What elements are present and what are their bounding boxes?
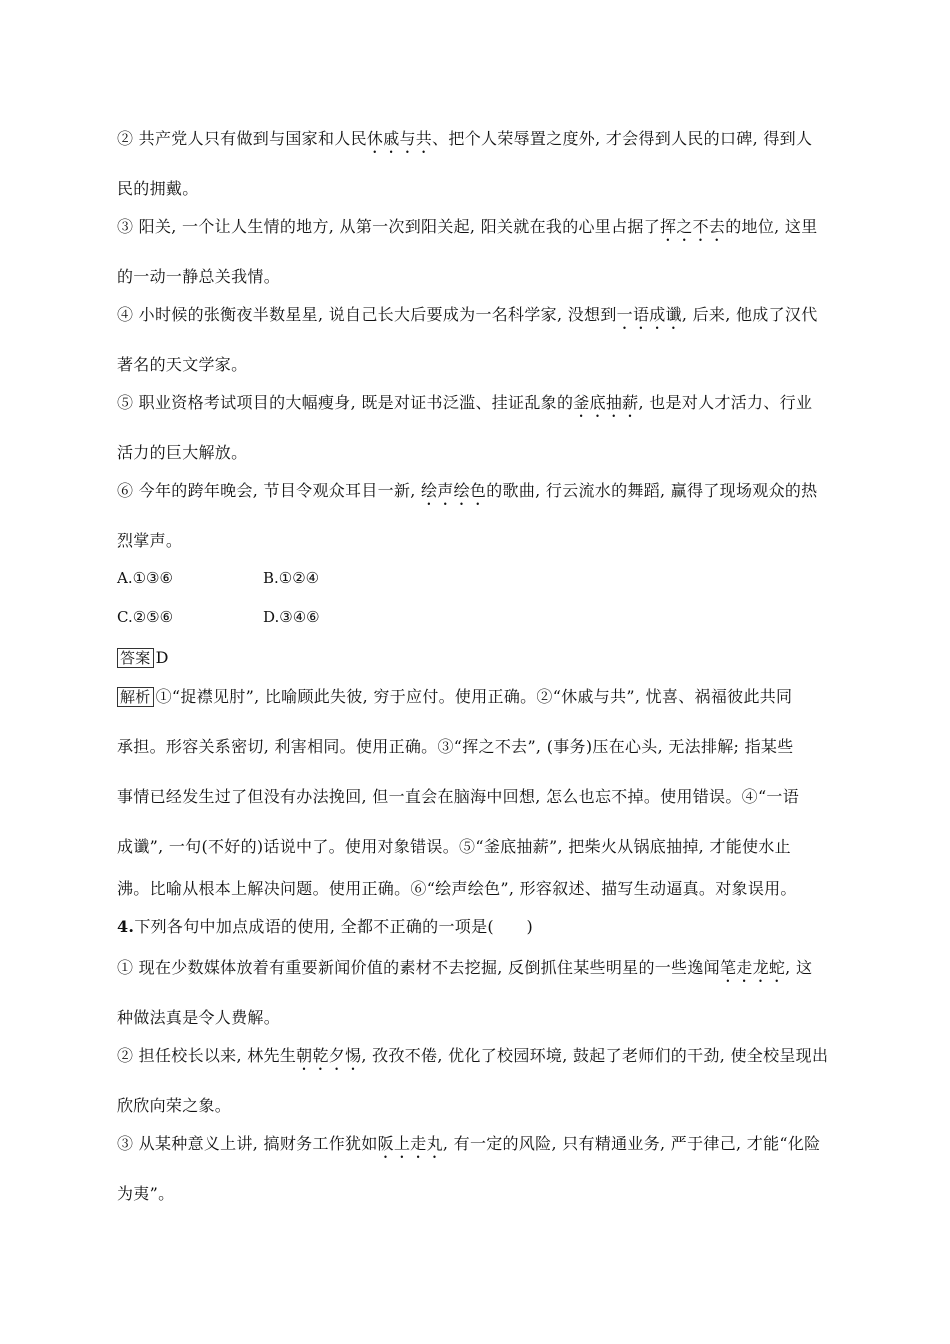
emphasized-idiom: 釜底抽薪 [573, 393, 639, 412]
q3-item-2-line-2 [117, 178, 199, 200]
text: 、把个人荣辱置之度外, 才会得到人民的口碑, 得到人 [432, 129, 813, 148]
emphasized-idiom: 休戚与共 [366, 129, 433, 148]
analysis-line-2: 承担。形容关系密切, 利害相同。使用正确。③“挥之不去”, (事务)压在心头, 无法排解; 指某些 [117, 737, 794, 756]
text: , 也是对人才活力、行业 [638, 393, 813, 412]
emphasized-idiom: 阪上走丸 [377, 1134, 443, 1153]
emphasized-idiom: 朝乾夕惕 [296, 1046, 362, 1065]
text: ⑥ 今年的跨年晚会, 节目令观众耳目一新, [117, 481, 422, 500]
option-d: D.③④⑥ [263, 608, 320, 626]
text: 的歌曲, 行云流水的舞蹈, 赢得了现场观众的热 [486, 481, 818, 500]
text: 种做法真是令人费解。 [117, 1008, 281, 1027]
text: ② 共产党人只有做到与国家和人民 [117, 129, 367, 148]
text: ③ 从某种意义上讲, 搞财务工作犹如 [117, 1134, 378, 1153]
text: ② 担任校长以来, 林先生 [117, 1046, 297, 1065]
text: , 后来, 他成了汉代 [681, 305, 818, 324]
q3-item-2-line-1 [117, 128, 812, 157]
analysis-line-4: 成谶”, 一句(不好的)话说中了。使用对象错误。⑤“釜底抽薪”, 把柴火从锅底抽掉, 才能使水止 [117, 837, 791, 856]
emphasized-idiom: 一语成谶 [616, 305, 682, 324]
text: 为夷”。 [117, 1184, 175, 1203]
text: , 有一定的风险, 只有精通业务, 严于律己, 才能“化险 [442, 1134, 821, 1153]
q4-stem [117, 916, 533, 938]
q3-item-4-line-1 [117, 304, 818, 333]
emphasized-idiom: 绘声绘色 [421, 481, 487, 500]
emphasized-idiom: 笔走龙蛇 [719, 958, 786, 977]
text: 烈掌声。 [117, 531, 183, 550]
text: , 孜孜不倦, 优化了校园环境, 鼓起了老师们的干劲, 使全校呈现出 [361, 1046, 829, 1065]
q4-item-2-line-1 [117, 1045, 828, 1074]
answer-line [117, 647, 169, 669]
q3-item-5-line-1 [117, 392, 812, 421]
q3-item-4-line-2 [117, 354, 247, 376]
analysis-line-1 [117, 686, 792, 708]
option-c: C.②⑤⑥ [117, 608, 174, 626]
text: ③ 阳关, 一个让人生情的地方, 从第一次到阳关起, 阳关就在我的心里占据了 [117, 217, 661, 236]
answer-tag: 答案 [117, 648, 154, 668]
emphasized-idiom: 挥之不去 [660, 217, 726, 236]
q3-item-3-line-1 [117, 216, 818, 245]
q3-item-3-line-2 [117, 266, 280, 288]
q4-item-1-line-2 [117, 1007, 280, 1029]
q3-item-5-line-2 [117, 442, 247, 464]
text: 的地位, 这里 [725, 217, 818, 236]
q4-item-2-line-2 [117, 1095, 231, 1117]
q3-item-6-line-2 [117, 530, 182, 552]
question-number: 4. [117, 917, 135, 936]
q4-item-3-line-2 [117, 1183, 174, 1205]
text: 著名的天文学家。 [117, 355, 248, 374]
analysis-line-3: 事情已经发生过了但没有办法挽回, 但一直会在脑海中回想, 怎么也忘不掉。使用错误。④“一语 [117, 787, 800, 806]
text: , 这 [785, 958, 813, 977]
text: ④ 小时候的张衡夜半数星星, 说自己长大后要成为一名科学家, 没想到 [117, 305, 617, 324]
analysis-tag: 解析 [117, 687, 154, 707]
q4-item-3-line-1 [117, 1133, 820, 1162]
text: 欣欣向荣之象。 [117, 1096, 232, 1115]
text: 民的拥戴。 [117, 179, 199, 198]
text: ① 现在少数媒体放着有重要新闻价值的素材不去挖掘, 反倒抓住某些明星的一些逸闻 [117, 958, 720, 977]
question-text: 下列各句中加点成语的使用, 全都不正确的一项是( ) [134, 917, 534, 936]
text: 的一动一静总关我情。 [117, 267, 281, 286]
analysis-line-5: 沸。比喻从根本上解决问题。使用正确。⑥“绘声绘色”, 形容叙述、描写生动逼真。对象误用。 [117, 879, 797, 898]
text: ⑤ 职业资格考试项目的大幅瘦身, 既是对证书泛滥、挂证乱象的 [117, 393, 574, 412]
answer-value: D [155, 648, 169, 667]
text: 活力的巨大解放。 [117, 443, 248, 462]
q3-item-6-line-1 [117, 480, 817, 509]
analysis-text: ①“捉襟见肘”, 比喻顾此失彼, 穷于应付。使用正确。②“休戚与共”, 忧喜、祸福彼此共同 [155, 687, 793, 706]
q4-item-1-line-1 [117, 957, 812, 986]
option-b: B.①②④ [263, 569, 320, 587]
option-a: A.①③⑥ [117, 569, 173, 587]
